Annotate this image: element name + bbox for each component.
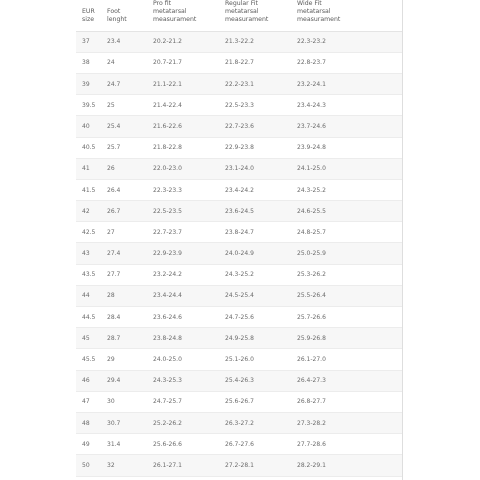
regular-fit-cell: 27.2-28.1 [219, 455, 291, 476]
eur-size-cell: 45.5 [76, 349, 101, 370]
table-row [76, 285, 402, 306]
foot-length-cell: 30.7 [101, 412, 147, 433]
size-chart-header [76, 0, 402, 31]
regular-fit-cell: 26.3-27.2 [219, 412, 291, 433]
regular-fit-cell: 22.5-23.3 [219, 95, 291, 116]
regular-fit-cell: 24.3-25.2 [219, 264, 291, 285]
wide-fit-cell: 24.1-25.0 [291, 158, 402, 179]
table-row [76, 222, 402, 243]
foot-length-cell: 28.4 [101, 307, 147, 328]
pro-fit-cell: 22.3-23.3 [147, 179, 219, 200]
eur-size-cell: 40.5 [76, 137, 101, 158]
regular-fit-cell: 25.4-26.3 [219, 370, 291, 391]
regular-fit-cell: 24.0-24.9 [219, 243, 291, 264]
table-row [76, 52, 402, 73]
table-row [76, 31, 402, 52]
eur-size-cell: 44.5 [76, 307, 101, 328]
pro-fit-cell: 24.3-25.3 [147, 370, 219, 391]
header-pro-fit: Pro fit metatarsal measurament [147, 0, 219, 31]
table-row [76, 370, 402, 391]
table-row [76, 455, 402, 476]
pro-fit-cell: 22.9-23.9 [147, 243, 219, 264]
pro-fit-cell: 23.4-24.4 [147, 285, 219, 306]
foot-length-cell: 30 [101, 391, 147, 412]
wide-fit-cell: 23.2-24.1 [291, 73, 402, 94]
pro-fit-cell: 25.2-26.2 [147, 412, 219, 433]
table-row [76, 264, 402, 285]
pro-fit-cell: 20.7-21.7 [147, 52, 219, 73]
wide-fit-cell: 25.9-26.8 [291, 328, 402, 349]
pro-fit-cell: 20.2-21.2 [147, 31, 219, 52]
wide-fit-cell: 25.5-26.4 [291, 285, 402, 306]
wide-fit-cell: 24.8-25.7 [291, 222, 402, 243]
eur-size-cell: 49 [76, 434, 101, 455]
table-row [76, 95, 402, 116]
wide-fit-cell: 26.1-27.0 [291, 349, 402, 370]
table-row [76, 307, 402, 328]
foot-length-cell: 26.7 [101, 201, 147, 222]
wide-fit-cell: 23.7-24.6 [291, 116, 402, 137]
regular-fit-cell: 22.7-23.6 [219, 116, 291, 137]
foot-length-cell: 26.4 [101, 179, 147, 200]
wide-fit-cell: 24.3-25.2 [291, 179, 402, 200]
wide-fit-cell: 22.3-23.2 [291, 31, 402, 52]
eur-size-cell: 38 [76, 52, 101, 73]
wide-fit-cell: 23.4-24.3 [291, 95, 402, 116]
wide-fit-cell: 27.7-28.6 [291, 434, 402, 455]
eur-size-cell: 44 [76, 285, 101, 306]
pro-fit-cell: 25.6-26.6 [147, 434, 219, 455]
pro-fit-cell: 21.1-22.1 [147, 73, 219, 94]
header-wide-fit: Wide Fit metatarsal measurament [291, 0, 402, 31]
wide-fit-cell: 26.8-27.7 [291, 391, 402, 412]
table-row [76, 328, 402, 349]
foot-length-cell: 31.4 [101, 434, 147, 455]
pro-fit-cell: 23.8-24.8 [147, 328, 219, 349]
pro-fit-cell: 21.4-22.4 [147, 95, 219, 116]
pro-fit-cell: 24.7-25.7 [147, 391, 219, 412]
regular-fit-cell: 23.1-24.0 [219, 158, 291, 179]
pro-fit-cell: 23.6-24.6 [147, 307, 219, 328]
table-row [76, 116, 402, 137]
wide-fit-cell: 25.7-26.6 [291, 307, 402, 328]
eur-size-cell: 43 [76, 243, 101, 264]
wide-fit-cell: 23.9-24.8 [291, 137, 402, 158]
eur-size-cell: 40 [76, 116, 101, 137]
foot-length-cell: 23.4 [101, 31, 147, 52]
foot-length-cell: 27.4 [101, 243, 147, 264]
size-chart-table [76, 0, 402, 477]
eur-size-cell: 50 [76, 455, 101, 476]
wide-fit-cell: 26.4-27.3 [291, 370, 402, 391]
pro-fit-cell: 22.7-23.7 [147, 222, 219, 243]
header-row [76, 0, 402, 31]
table-row [76, 201, 402, 222]
table-row [76, 158, 402, 179]
table-row [76, 243, 402, 264]
regular-fit-cell: 23.8-24.7 [219, 222, 291, 243]
wide-fit-cell: 24.6-25.5 [291, 201, 402, 222]
regular-fit-cell: 24.5-25.4 [219, 285, 291, 306]
table-row [76, 137, 402, 158]
wide-fit-cell: 22.8-23.7 [291, 52, 402, 73]
pro-fit-cell: 24.0-25.0 [147, 349, 219, 370]
foot-length-cell: 27.7 [101, 264, 147, 285]
table-row [76, 391, 402, 412]
table-row [76, 73, 402, 94]
foot-length-cell: 25.4 [101, 116, 147, 137]
eur-size-cell: 39 [76, 73, 101, 94]
eur-size-cell: 42.5 [76, 222, 101, 243]
foot-length-cell: 26 [101, 158, 147, 179]
pro-fit-cell: 21.6-22.6 [147, 116, 219, 137]
foot-length-cell: 29 [101, 349, 147, 370]
eur-size-cell: 47 [76, 391, 101, 412]
foot-length-cell: 25 [101, 95, 147, 116]
pro-fit-cell: 23.2-24.2 [147, 264, 219, 285]
eur-size-cell: 42 [76, 201, 101, 222]
pro-fit-cell: 26.1-27.1 [147, 455, 219, 476]
foot-length-cell: 28.7 [101, 328, 147, 349]
wide-fit-cell: 25.3-26.2 [291, 264, 402, 285]
foot-length-cell: 32 [101, 455, 147, 476]
table-row [76, 349, 402, 370]
foot-length-cell: 27 [101, 222, 147, 243]
header-eur-size: EUR size [76, 0, 101, 31]
eur-size-cell: 39.5 [76, 95, 101, 116]
wide-fit-cell: 25.0-25.9 [291, 243, 402, 264]
foot-length-cell: 24.7 [101, 73, 147, 94]
regular-fit-cell: 23.6-24.5 [219, 201, 291, 222]
regular-fit-cell: 24.7-25.6 [219, 307, 291, 328]
regular-fit-cell: 25.6-26.7 [219, 391, 291, 412]
wide-fit-cell: 27.3-28.2 [291, 412, 402, 433]
header-foot-length: Foot lenght [101, 0, 147, 31]
foot-length-cell: 29.4 [101, 370, 147, 391]
pro-fit-cell: 21.8-22.8 [147, 137, 219, 158]
regular-fit-cell: 24.9-25.8 [219, 328, 291, 349]
size-chart-body [76, 31, 402, 476]
regular-fit-cell: 22.9-23.8 [219, 137, 291, 158]
regular-fit-cell: 25.1-26.0 [219, 349, 291, 370]
eur-size-cell: 41.5 [76, 179, 101, 200]
eur-size-cell: 45 [76, 328, 101, 349]
eur-size-cell: 43.5 [76, 264, 101, 285]
header-regular-fit: Regular Fit metatarsal measurament [219, 0, 291, 31]
regular-fit-cell: 21.3-22.2 [219, 31, 291, 52]
table-row [76, 412, 402, 433]
size-chart-container [76, 0, 403, 480]
wide-fit-cell: 28.2-29.1 [291, 455, 402, 476]
eur-size-cell: 37 [76, 31, 101, 52]
foot-length-cell: 28 [101, 285, 147, 306]
eur-size-cell: 46 [76, 370, 101, 391]
table-row [76, 434, 402, 455]
regular-fit-cell: 26.7-27.6 [219, 434, 291, 455]
foot-length-cell: 24 [101, 52, 147, 73]
regular-fit-cell: 23.4-24.2 [219, 179, 291, 200]
pro-fit-cell: 22.0-23.0 [147, 158, 219, 179]
table-row [76, 179, 402, 200]
pro-fit-cell: 22.5-23.5 [147, 201, 219, 222]
regular-fit-cell: 21.8-22.7 [219, 52, 291, 73]
eur-size-cell: 41 [76, 158, 101, 179]
regular-fit-cell: 22.2-23.1 [219, 73, 291, 94]
foot-length-cell: 25.7 [101, 137, 147, 158]
eur-size-cell: 48 [76, 412, 101, 433]
